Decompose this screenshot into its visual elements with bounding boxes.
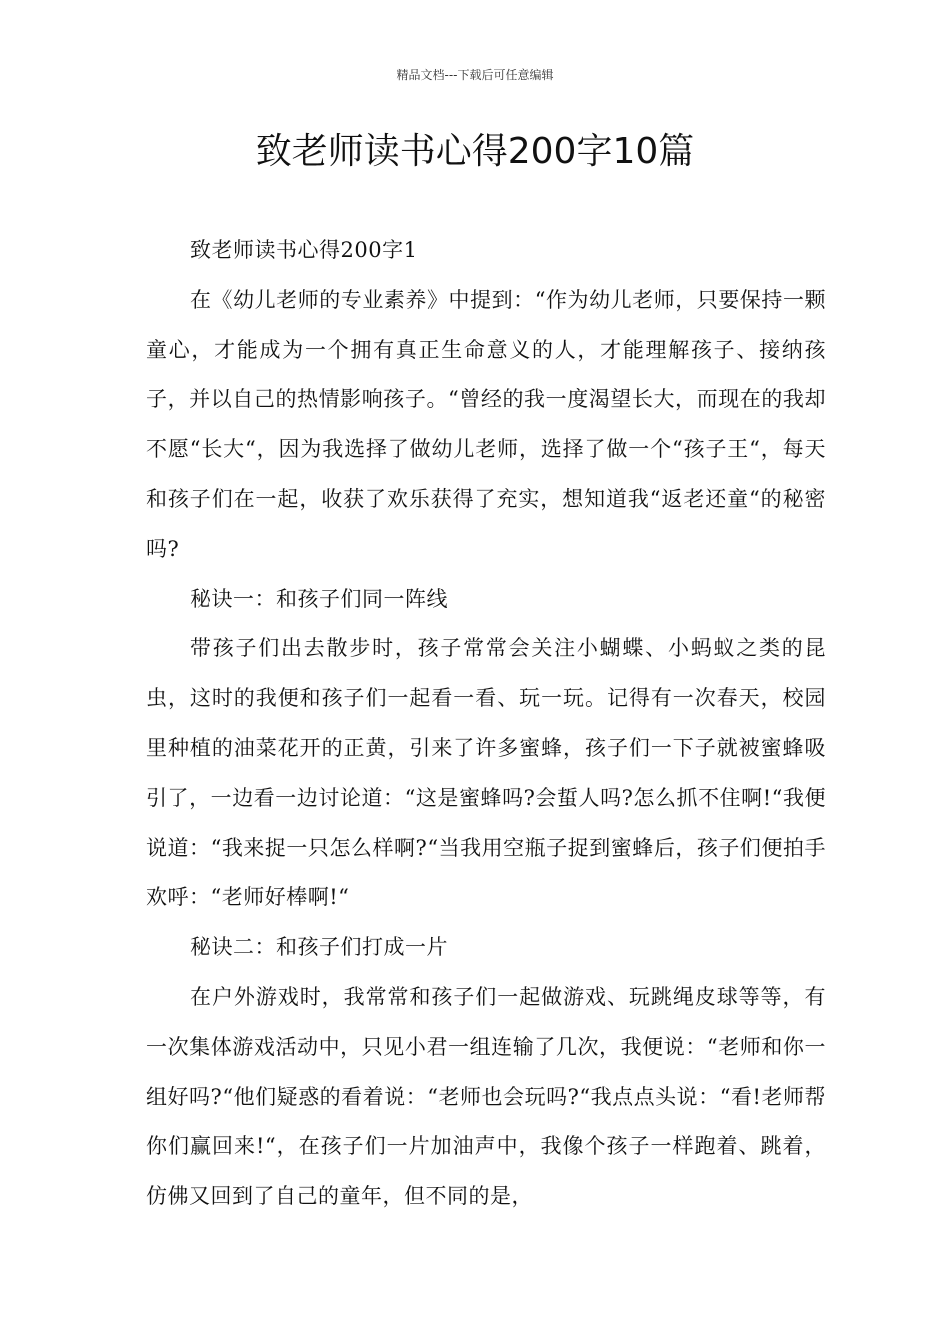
section-heading: 致老师读书心得200字1 (190, 238, 418, 262)
paragraph: 在《幼儿老师的专业素养》中提到：“作为幼儿老师，只要保持一颗童心，才能成为一个拥有真正生命意义的人，才能理解孩子、接纳孩子，并以自己的热情影响孩子。“曾经的我一度渴望长大，而现在的我却不愿“长大“，因为我选择了做幼儿老师，选择了做一个“孩子王“，每天和孩子们在一起，收获了欢乐获得了充实，想知道我“返老还童“的秘密吗? (146, 287, 826, 561)
secret-heading: 秘诀一：和孩子们同一阵线 (190, 586, 448, 611)
paragraph: 在户外游戏时，我常常和孩子们一起做游戏、玩跳绳皮球等等，有一次集体游戏活动中，只见小君一组连输了几次，我便说：“老师和你一组好吗?“他们疑惑的看着说：“老师也会玩吗?“我点点头说：“看!老师帮你们赢回来!“，在孩子们一片加油声中，我像个孩子一样跑着、跳着，仿佛又回到了自己的童年，但不同的是， (146, 984, 826, 1209)
document-body (146, 226, 826, 1222)
secret-heading: 秘诀二：和孩子们打成一片 (190, 935, 448, 960)
paragraph: 带孩子们出去散步时，孩子常常会关注小蝴蝶、小蚂蚁之类的昆虫，这时的我便和孩子们一起看一看、玩一玩。记得有一次春天，校园里种植的油菜花开的正黄，引来了许多蜜蜂，孩子们一下子就被蜜蜂吸引了，一边看一边讨论道：“这是蜜蜂吗?会蜇人吗?怎么抓不住啊!“我便说道：“我来捉一只怎么样啊?“当我用空瓶子捉到蜜蜂后，孩子们便拍手欢呼：“老师好棒啊!“ (146, 636, 826, 910)
document-title: 致老师读书心得200字10篇 (255, 131, 695, 172)
header-note: 精品文档---下载后可任意编辑 (396, 68, 554, 82)
